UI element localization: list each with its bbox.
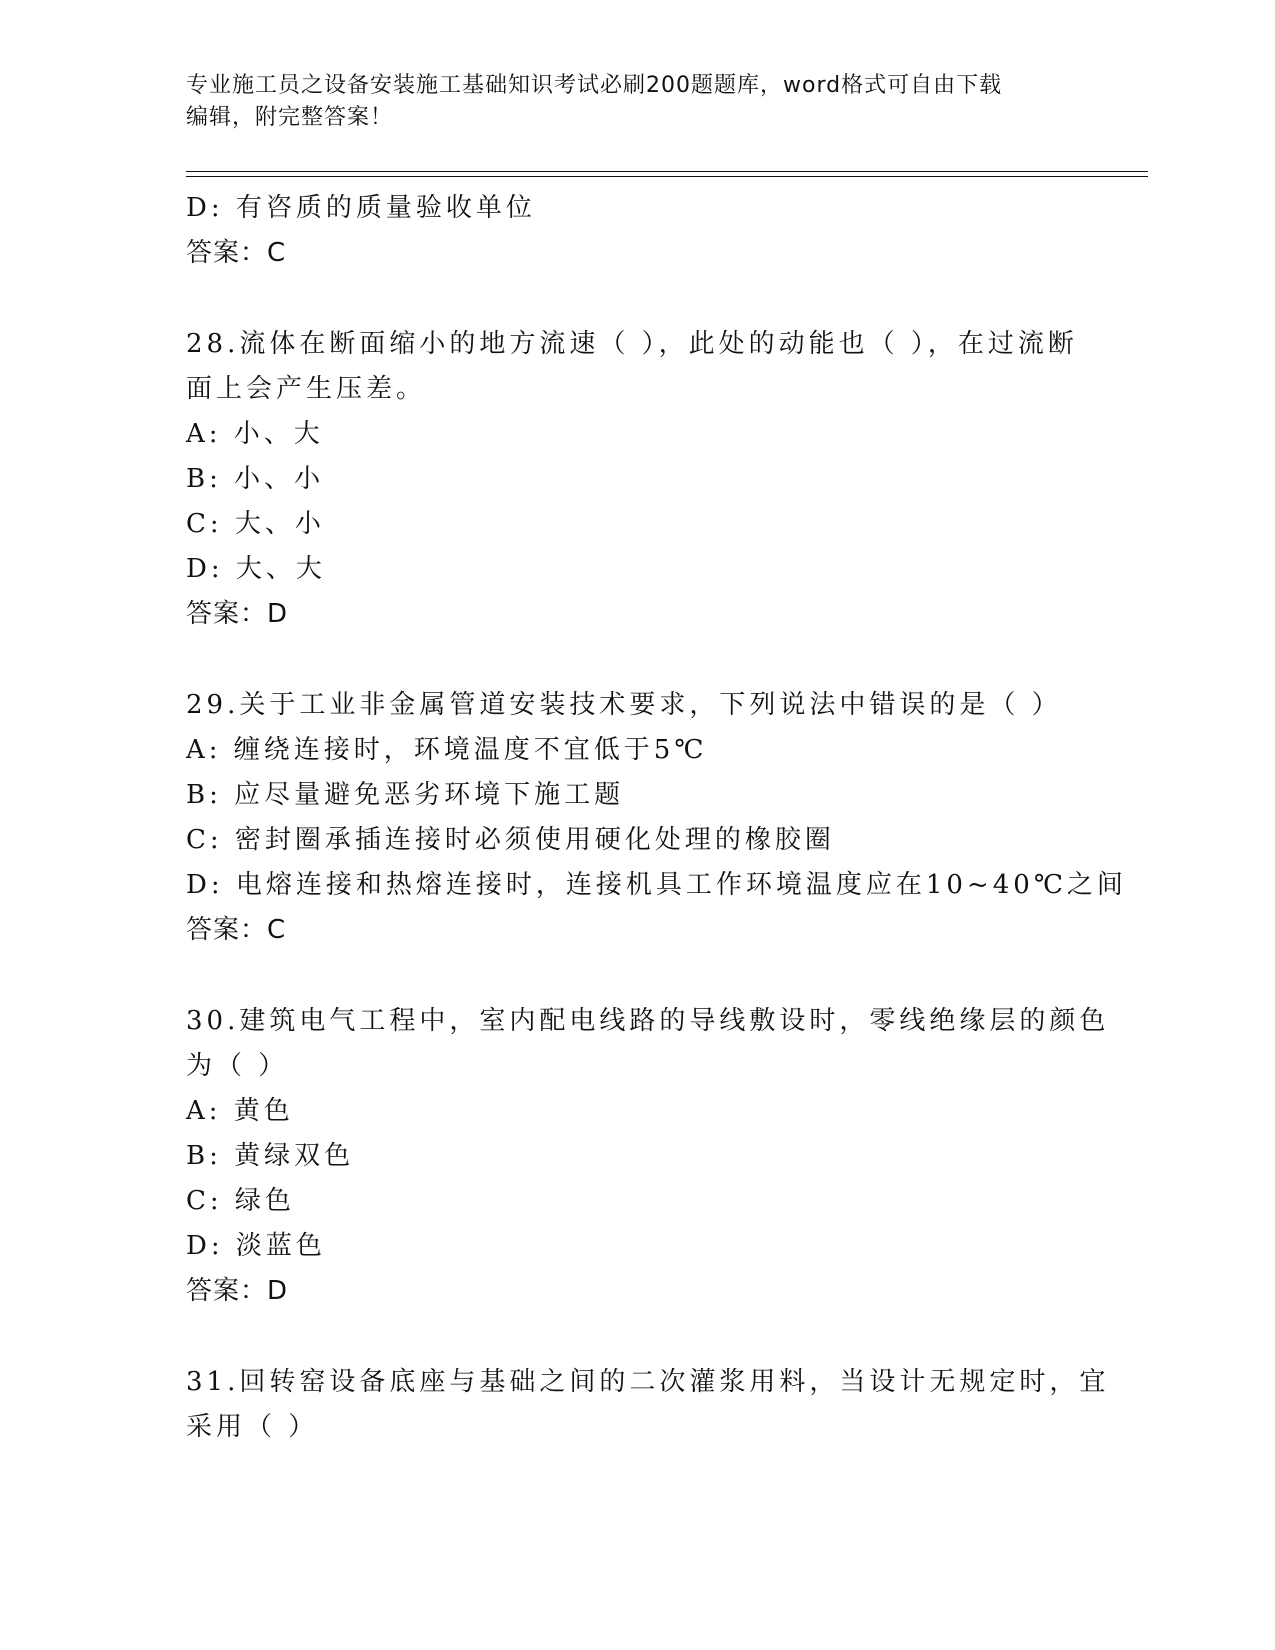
question-text-cont: 面上会产生压差。 <box>186 374 427 404</box>
spacer <box>186 637 1086 683</box>
question-28 <box>186 322 1086 637</box>
option-c: C: 大、小 <box>186 509 325 539</box>
question-text: 28.流体在断面缩小的地方流速（ ），此处的动能也（ ），在过流断 <box>186 329 1078 359</box>
question-27-tail <box>186 186 1086 276</box>
page-header <box>186 70 1086 134</box>
answer: 答案：D <box>186 1276 289 1306</box>
header-line-2: 编辑，附完整答案！ <box>186 105 394 130</box>
answer: 答案：C <box>186 915 287 945</box>
question-text: 29.关于工业非金属管道安装技术要求，下列说法中错误的是（ ） <box>186 690 1062 720</box>
option-b: B: 应尽量避免恶劣环境下施工题 <box>186 780 625 810</box>
option-a: A: 黄色 <box>186 1096 294 1126</box>
question-text: 30.建筑电气工程中，室内配电线路的导线敷设时，零线绝缘层的颜色 <box>186 1006 1110 1036</box>
question-text-cont: 采用（ ） <box>186 1412 319 1442</box>
answer: 答案：C <box>186 238 287 268</box>
option-b: B: 黄绿双色 <box>186 1141 355 1171</box>
answer: 答案：D <box>186 599 289 629</box>
document-body <box>186 186 1127 1450</box>
option-d: D: 有咨质的质量验收单位 <box>186 193 536 223</box>
spacer <box>186 1314 1086 1360</box>
question-29 <box>186 683 1127 953</box>
option-c: C: 绿色 <box>186 1186 295 1216</box>
option-c: C: 密封圈承插连接时必须使用硬化处理的橡胶圈 <box>186 825 835 855</box>
header-rule-bottom <box>186 176 1148 177</box>
question-30 <box>186 999 1110 1314</box>
question-text: 31.回转窑设备底座与基础之间的二次灌浆用料，当设计无规定时，宜 <box>186 1367 1110 1397</box>
spacer <box>186 276 1086 322</box>
question-31 <box>186 1360 1110 1450</box>
option-a: A: 小、大 <box>186 419 324 449</box>
option-d: D: 大、大 <box>186 554 326 584</box>
header-rule-top <box>186 171 1148 172</box>
header-line-1: 专业施工员之设备安装施工基础知识考试必刷200题题库，word格式可自由下载 <box>186 73 1003 98</box>
option-b: B: 小、小 <box>186 464 325 494</box>
option-d: D: 电熔连接和热熔连接时，连接机具工作环境温度应在10~40℃之间 <box>186 870 1127 900</box>
option-a: A: 缠绕连接时，环境温度不宜低于5℃ <box>186 735 708 765</box>
option-d: D: 淡蓝色 <box>186 1231 326 1261</box>
question-text-cont: 为（ ） <box>186 1051 289 1081</box>
spacer <box>186 953 1086 999</box>
